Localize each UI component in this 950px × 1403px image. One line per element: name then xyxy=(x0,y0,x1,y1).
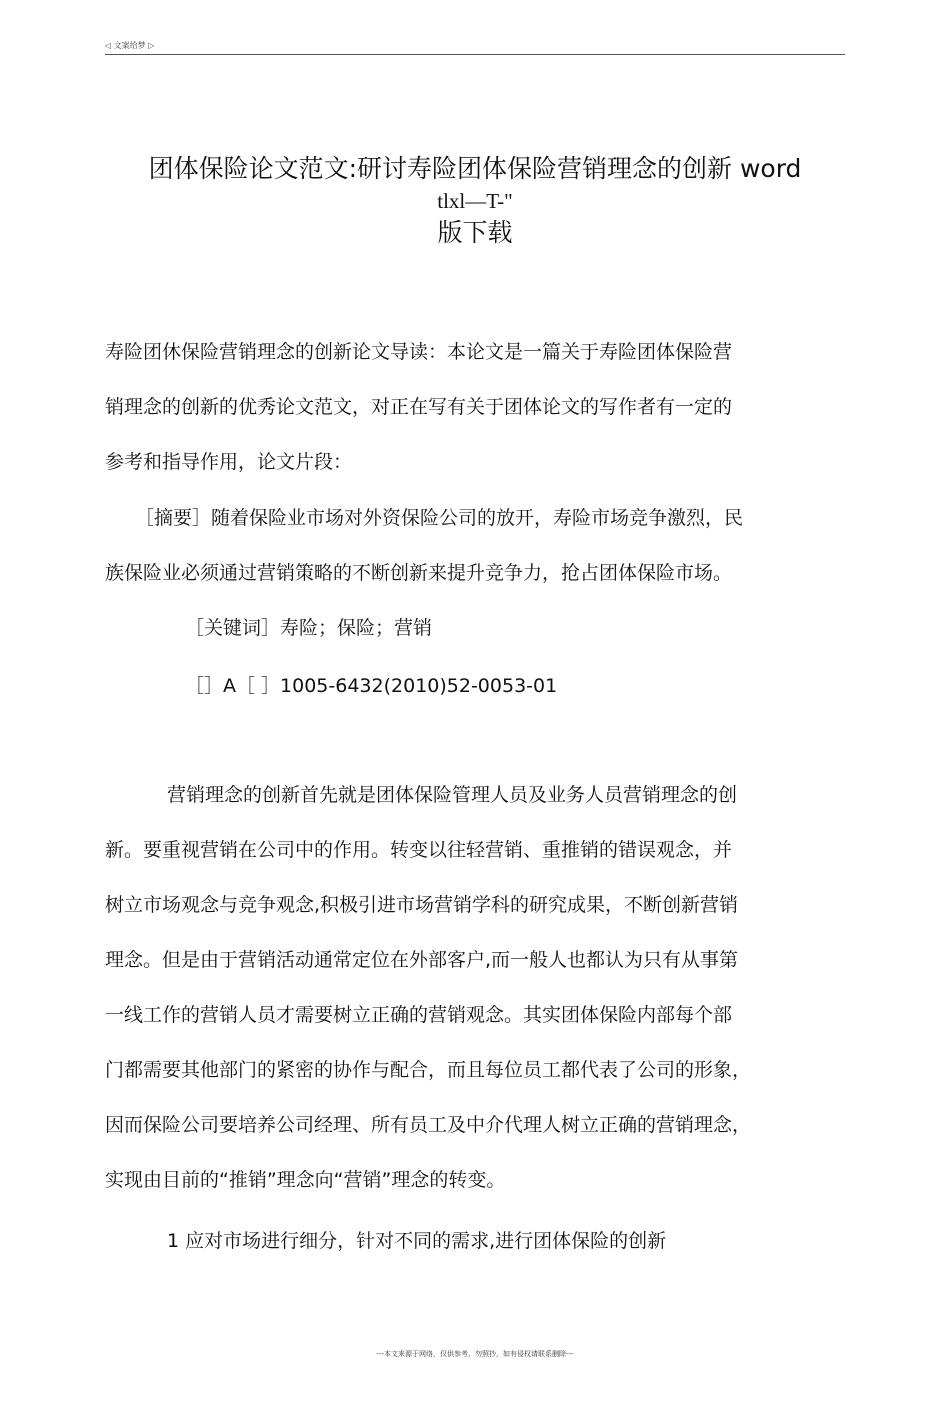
body-line: 实现由目前的“推销”理念向“营销”理念的转变。 xyxy=(105,1169,506,1191)
intro-line: 寿险团休保险营销理念的创新论文导读：本论文是一篇关于寿险团体保险营 xyxy=(105,341,733,363)
page-footer xyxy=(0,1349,950,1359)
body-line: 门都需要其他部门的紧密的协作与配合，而且每位员工都代表了公司的形象， xyxy=(105,1059,752,1081)
intro-paragraph xyxy=(105,325,865,490)
classification-code-line xyxy=(185,659,945,714)
abstract-line: 族保险业必须通过营销策略的不断创新来提升竞争力，抢占团体保险市场。 xyxy=(105,562,733,584)
intro-line: 销理念的创新的优秀论文范文，对正在写有关于团体论文的写作者有一定的 xyxy=(105,396,733,418)
body-line: 新。要重视营销在公司中的作用。转变以往轻营销、重推销的错误观念，并 xyxy=(105,839,733,861)
title-line-3: 版下载 xyxy=(437,218,513,247)
body-line: 一线工作的营销人员才需要树立正确的营销观念。其实团体保险内部每个部 xyxy=(105,1004,733,1026)
footer-text: ---本文来源于网络，仅供参考，勿照抄，如有侵权请联系删除--- xyxy=(376,1350,574,1358)
title-line-1: 团体保险论文范文:研讨寿险团体保险营销理念的创新 word xyxy=(148,154,802,183)
body-line: 因而保险公司要培养公司经理、所有员工及中介代理人树立正确的营销理念， xyxy=(105,1114,752,1136)
document-title xyxy=(100,150,850,252)
body-line: 树立市场观念与竞争观念,积极引进市场营销学科的研究成果，不断创新营销 xyxy=(105,894,739,916)
classification-code-text: ［］A［ ］1005-6432(2010)52-0053-01 xyxy=(185,675,558,697)
header-text: ◁ 文案给梦 ▷ xyxy=(105,41,155,50)
section-heading-text: 1 应对市场进行细分，针对不同的需求,进行团体保险的创新 xyxy=(167,1230,667,1252)
abstract-line: ［摘要］随着保险业市场对外资保险公司的放开，寿险市场竞争激烈，民 xyxy=(135,507,744,529)
intro-line: 参考和指导作用，论文片段： xyxy=(105,451,353,473)
abstract-paragraph xyxy=(105,491,865,601)
section-heading xyxy=(167,1214,927,1269)
page-header xyxy=(105,38,845,55)
title-line-2: tlxl—T-" xyxy=(437,189,513,213)
keywords-line xyxy=(185,601,945,656)
body-paragraph xyxy=(105,768,865,1208)
body-line: 理念。但是由于营销活动通常定位在外部客户,而一般人也都认为只有从事第 xyxy=(105,949,739,971)
keywords-text: ［关键词］寿险；保险；营销 xyxy=(185,617,433,639)
body-line: 营销理念的创新首先就是团体保险管理人员及业务人员营销理念的创 xyxy=(167,784,738,806)
